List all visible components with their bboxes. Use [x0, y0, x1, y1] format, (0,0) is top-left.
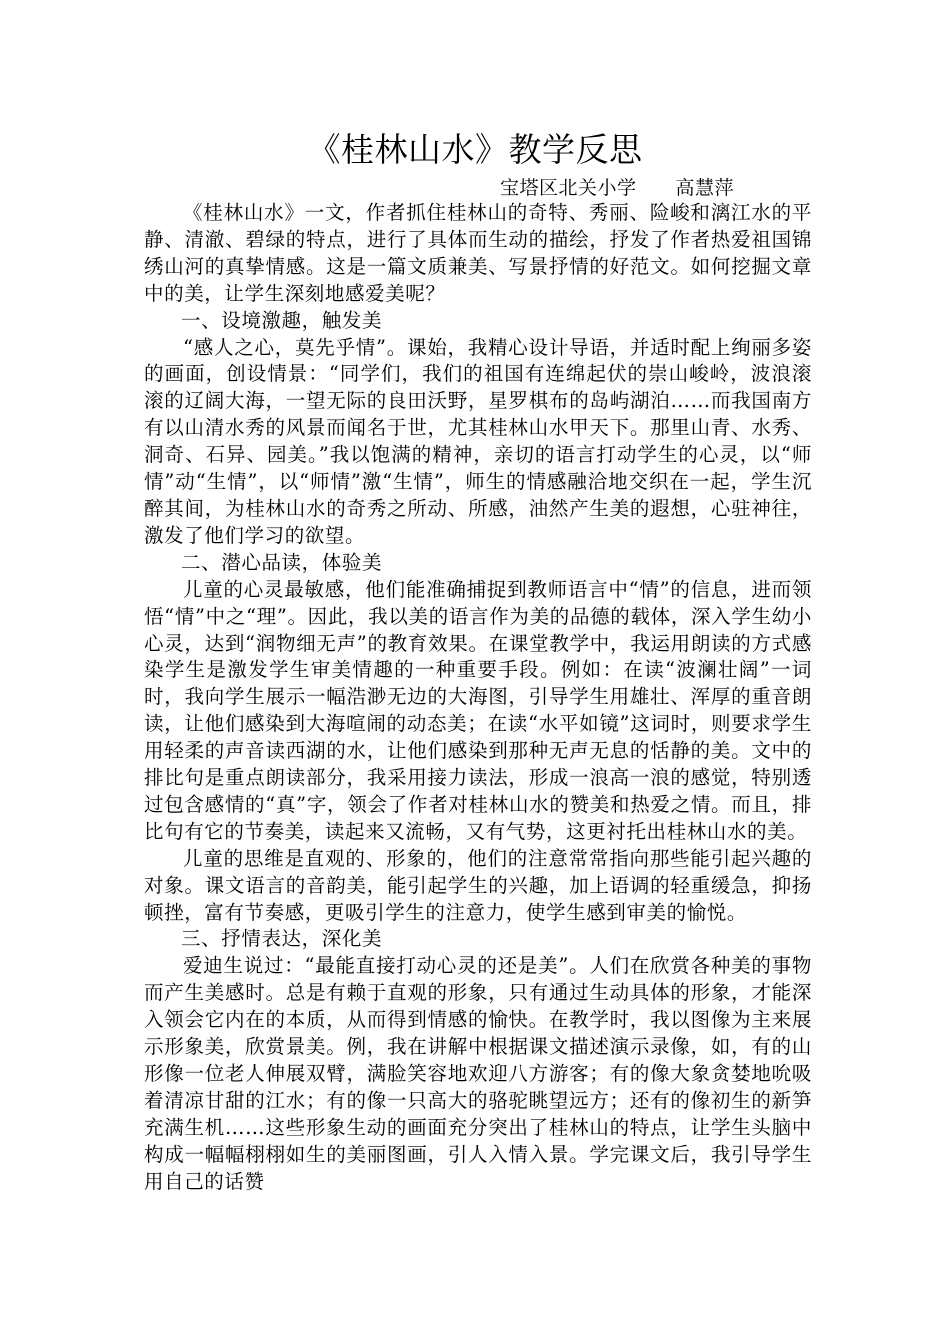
section-heading-1: 一、设境激趣，触发美	[181, 308, 383, 332]
paragraph-section-2a: 儿童的心灵最敏感，他们能准确捕捉到教师语言中“情”的信息，进而领悟“情”中之“理”。因此，我以美的语言作为美的品德的载体，深入学生幼小心灵，达到“润物细无声”的教育效果。在课堂教学中，我运用朗读的方式感染学生是激发学生审美情趣的一种重要手段。例如：在读“波澜壮阔”一词时，我向学生展示一幅浩渺无边的大海图，引导学生用雄壮、浑厚的重音朗读，让他们感染到大海喧闹的动态美；在读“水平如镜”这词时，则要求学生用轻柔的声音读西湖的水，让他们感染到那种无声无息的恬静的美。文中的排比句是重点朗读部分，我采用接力读法，形成一浪高一浪的感觉，特别透过包含感情的“真”字，领会了作者对桂林山水的赞美和热爱之情。而且，排比句有它的节奏美，读起来又流畅，又有气势，这更衬托出桂林山水的美。	[144, 577, 812, 843]
paragraph-section-1: “感人之心，莫先乎情”。课始，我精心设计导语，并适时配上绚丽多姿的画面，创设情景：“同学们，我们的祖国有连绵起伏的崇山峻岭，波浪滚滚的辽阔大海，一望无际的良田沃野，星罗棋布的岛屿湖泊……而我国南方有以山清水秀的风景而闻名于世，尤其桂林山水甲天下。那里山青、水秀、洞奇、石异、园美。”我以饱满的精神，亲切的语言打动学生的心灵，以“师情”动“生情”，以“师情”激“生情”，师生的情感融洽地交织在一起，学生沉醉其间，为桂林山水的奇秀之所动、所感，油然产生美的遐想，心驻神往，激发了他们学习的欲望。	[144, 335, 812, 547]
document-title: 《桂林山水》教学反思	[307, 130, 643, 169]
paragraph-section-2b: 儿童的思维是直观的、形象的，他们的注意常常指向那些能引起兴趣的对象。课文语言的音韵美，能引起学生的兴趣，加上语调的轻重缓急，抑扬顿挫，富有节奏感，更吸引学生的注意力，使学生感到审美的愉悦。	[144, 846, 812, 924]
author-line: 宝塔区北关小学 高慧萍	[500, 177, 735, 199]
section-heading-3: 三、抒情表达，深化美	[181, 927, 383, 951]
section-heading-2: 二、潜心品读，体验美	[181, 550, 383, 574]
paragraph-section-3: 爱迪生说过：“最能直接打动心灵的还是美”。人们在欣赏各种美的事物而产生美感时。总是有赖于直观的形象，只有通过生动具体的形象，才能深入领会它内在的本质，从而得到情感的愉快。在教学时，我以图像为主来展示形象美，欣赏景美。例，我在讲解中根据课文描述演示录像，如，有的山形像一位老人伸展双臂，满脸笑容地欢迎八方游客；有的像大象贪婪地吮吸着清凉甘甜的江水；有的像一只高大的骆驼眺望远方；还有的像初生的新笋充满生机……这些形象生动的画面充分突出了桂林山的特点，让学生头脑中构成一幅幅栩栩如生的美丽图画，引人入情入景。学完课文后，我引导学生用自己的话赞	[144, 954, 812, 1193]
document-body	[144, 200, 812, 1196]
paragraph-intro: 《桂林山水》一文，作者抓住桂林山的奇特、秀丽、险峻和漓江水的平静、清澈、碧绿的特点，进行了具体而生动的描绘，抒发了作者热爱祖国锦绣山河的真挚情感。这是一篇文质兼美、写景抒情的好范文。如何挖掘文章中的美，让学生深刻地感爱美呢？	[144, 201, 812, 305]
